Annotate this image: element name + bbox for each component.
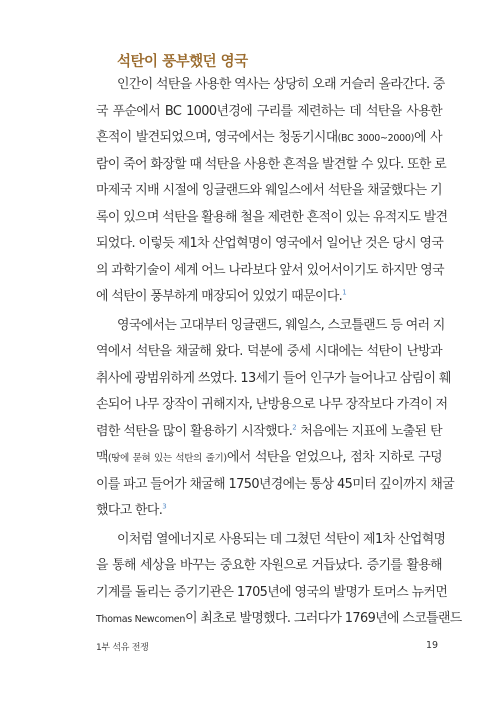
p1-line-5: 마제국 지배 시절에 잉글랜드와 웨일스에서 석탄을 채굴했다는 기 (96, 183, 442, 198)
newcomen-name: Thomas Newcomen (96, 614, 186, 625)
coal-seam-note: (땅에 묻혀 있는 석탄의 줄기) (107, 453, 227, 464)
footnote-ref-3[interactable]: 3 (162, 502, 167, 511)
running-footer: 1부 석유 전쟁 (96, 643, 149, 653)
page-number: 19 (426, 640, 439, 651)
footnote-ref-2[interactable]: 2 (292, 423, 297, 432)
p2-line-2: 역에서 석탄을 채굴해 왔다. 덕분에 중세 시대에는 석탄이 난방과 (96, 344, 442, 359)
p2-line-7: 이를 파고 들어가 채굴해 1750년경에는 통상 45미터 깊이까지 채굴 (96, 476, 455, 492)
p2-line-3: 취사에 광범위하게 쓰였다. 13세기 들어 인구가 늘어나고 삼림이 훼 (96, 370, 451, 386)
p2-line-5: 렴한 석탄을 많이 활용하기 시작했다.$^2$ 처음에는 지표에 노출된 탄 (96, 423, 442, 439)
p3-line-3: 기계를 돌리는 증기기관은 1705년에 영국의 발명가 토머스 뉴커먼 (96, 584, 448, 600)
p1-line-7: 되었다. 이렇듯 제1차 산업혁명이 영국에서 일어난 것은 당시 영국 (96, 236, 444, 251)
p3-line-1: 이처럼 열에너지로 사용되는 데 그쳤던 석탄이 제1차 산업혁명 (117, 531, 446, 547)
p1-line-1: 인간이 석탄을 사용한 역사는 상당히 오래 거슬러 올라간다. 중 (117, 77, 445, 92)
bronze-age-dates: (BC 3000~2000) (337, 133, 414, 144)
footnote-ref-1[interactable]: 1 (342, 288, 347, 297)
p1-line-6: 록이 있으며 석탄을 활용해 철을 제련한 흔적이 있는 유적지도 발견 (96, 209, 448, 225)
p2-line-8: 했다고 한다.$^3$ (96, 502, 167, 518)
body-text (96, 72, 462, 633)
p1-line-4: 람이 죽어 화장할 때 석탄을 사용한 흔적을 발견할 수 있다. 또한 로 (96, 156, 447, 172)
p1-line-3: 흔적이 발견되었으며, 영국에서는 청동기시대(BC 3000~2000)에 사 (96, 130, 443, 145)
p2-line-1: 영국에서는 고대부터 잉글랜드, 웨일스, 스코틀랜드 등 여러 지 (117, 317, 445, 333)
p1-line-8: 의 과학기술이 세계 어느 나라보다 앞서 있어서이기도 하지만 영국 (96, 262, 444, 278)
p2-line-4: 손되어 나무 장작이 귀해지자, 난방용으로 나무 장작보다 가격이 저 (96, 397, 448, 412)
p2-line-6: 맥(땅에 묻혀 있는 석탄의 줄기)에서 석탄을 얻었으나, 점차 지하로 구덩 (96, 450, 443, 465)
p3-line-2: 을 통해 세상을 바꾸는 중요한 자원으로 거듭났다. 증기를 활용해 (96, 558, 442, 573)
p1-line-9: 에 석탄이 풍부하게 매장되어 있었기 때문이다.$^1$ (96, 288, 347, 304)
section-heading: 석탄이 풍부했던 영국 (117, 54, 248, 70)
p1-line-2: 국 푸순에서 BC 1000년경에 구리를 제련하는 데 석탄을 사용한 (96, 103, 442, 119)
p3-line-4: Thomas Newcomen이 최초로 발명했다. 그러다가 1769년에 스코틀랜드 (96, 611, 462, 626)
